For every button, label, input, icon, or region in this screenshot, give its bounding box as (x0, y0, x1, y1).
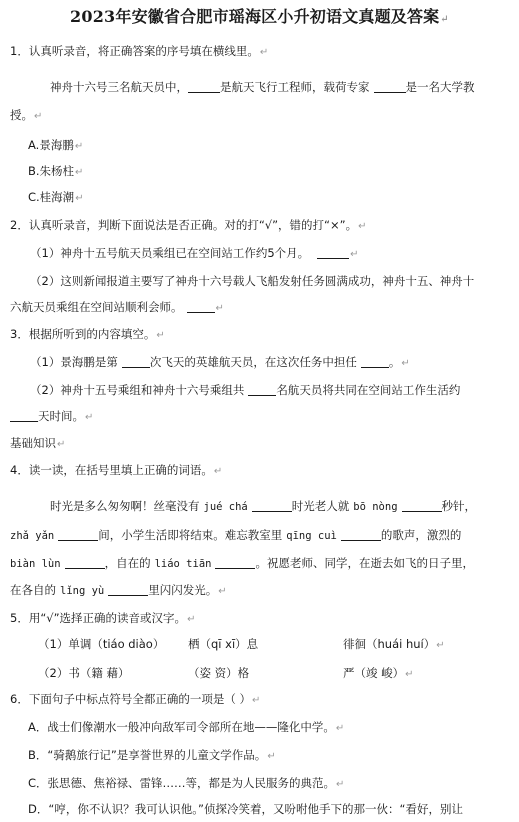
paragraph-mark: ↵ (267, 751, 276, 762)
answer-blank[interactable] (374, 80, 406, 93)
q1-option-a: A.景海鹏↵ (28, 138, 84, 152)
q2-statement-1: （1）神舟十五号航天员乘组已在空间站工作约5个月。 ↵ (30, 246, 359, 260)
q6-option-d: D．“哼，你不认识？我可认识他。”侦探冷笑着，又吩咐他手下的那一伙：“看好，别让 (28, 802, 463, 816)
page-title: 2023年安徽省合肥市瑶海区小升初语文真题及答案↵ (70, 7, 449, 26)
q5-row-1-item-3: 徘徊（huái huí）↵ (343, 637, 445, 651)
paragraph-mark: ↵ (405, 669, 414, 680)
q5-row-2-item-3: 严（竣 峻）↵ (343, 666, 414, 680)
q2-stem: 2．认真听录音，判断下面说法是否正确。对的打“√”，错的打“×”。↵ (10, 218, 367, 232)
pinyin-hint: liáo tiān (154, 558, 212, 570)
q5-row-2-item-2: （姿 资）格 (188, 666, 250, 680)
paragraph-mark: ↵ (213, 466, 223, 477)
q3-statement-2-cont: 天时间。↵ (10, 407, 511, 427)
answer-blank[interactable] (248, 383, 276, 396)
paragraph-mark: ↵ (187, 614, 196, 625)
answer-blank[interactable] (317, 246, 349, 259)
paragraph-mark: ↵ (440, 14, 449, 25)
paragraph-mark: ↵ (75, 167, 84, 178)
q1-option-c: C.桂海潮↵ (28, 190, 84, 204)
q6-option-c: C．张思德、焦裕禄、雷锋……等，都是为人民服务的典范。↵ (28, 776, 345, 790)
paragraph-mark: ↵ (218, 586, 227, 597)
q3-stem: 3．根据所听到的内容填空。↵ (10, 327, 165, 341)
q3-statement-2: （2）神舟十五号乘组和神舟十六号乘组共 名航天员将共同在空间站工作生活约 (30, 383, 461, 397)
answer-blank[interactable] (188, 80, 220, 93)
q6-option-a: A．战士们像潮水一般冲向敌军司令部所在地——隆化中学。↵ (28, 720, 345, 734)
paragraph-mark: ↵ (335, 723, 345, 734)
paragraph-mark: ↵ (156, 330, 165, 341)
q4-line-1: 时光是多么匆匆啊！丝毫没有 jué chá 时光老人就 bō nòng 秒针， (50, 499, 477, 513)
q2-statement-2: （2）这则新闻报道主要写了神舟十六号载人飞船发射任务圆满成功，神舟十五、神舟十 (30, 274, 475, 288)
paragraph-mark: ↵ (74, 141, 84, 152)
paragraph-mark: ↵ (57, 439, 66, 450)
pinyin-hint: biàn lùn (10, 558, 61, 570)
q6-option-b: B．“骑鹅旅行记”是享誉世界的儿童文学作品。↵ (28, 748, 276, 762)
paragraph-mark: ↵ (215, 303, 224, 314)
q4-line-3: biàn lùn ，自在的 liáo tiān 。祝愿老师、同学，在逝去如飞的日子里， (10, 556, 474, 570)
q5-stem: 5．用“√”选择正确的读音或汉字。↵ (10, 611, 196, 625)
answer-blank[interactable] (65, 556, 105, 569)
paragraph-mark: ↵ (401, 358, 410, 369)
answer-blank[interactable] (187, 300, 215, 313)
paragraph-mark: ↵ (34, 111, 43, 122)
answer-blank[interactable] (252, 499, 292, 512)
q1-option-b: B.朱杨柱↵ (28, 164, 84, 178)
paragraph-mark: ↵ (336, 779, 345, 790)
answer-blank[interactable] (361, 355, 389, 368)
paragraph-mark: ↵ (358, 221, 367, 232)
answer-blank[interactable] (108, 583, 148, 596)
pinyin-hint: lǐng yù (60, 585, 105, 597)
paragraph-mark: ↵ (85, 412, 94, 423)
pinyin-hint: zhǎ yǎn (10, 530, 55, 542)
answer-blank[interactable] (215, 556, 255, 569)
q4-line-2: zhǎ yǎn 间，小学生活即将结束。难忘教室里 qīng cuì 的歌声，激烈的 (10, 528, 462, 542)
paragraph-mark: ↵ (259, 47, 269, 58)
answer-blank[interactable] (10, 409, 38, 422)
answer-blank[interactable] (122, 355, 150, 368)
paragraph-mark: ↵ (436, 640, 445, 651)
q5-row-1-item-2: 栖（qī xī）息 (188, 637, 259, 651)
paragraph-mark: ↵ (350, 249, 359, 260)
q5-row-1-item-1: （1）单调（tiáo diào） (38, 637, 165, 651)
q1-text-line: 神舟十六号三名航天员中， 是航天飞行工程师，载荷专家 是一名大学教 (50, 80, 475, 94)
q3-statement-1: （1）景海鹏是第 次飞天的英雄航天员，在这次任务中担任 。↵ (30, 355, 410, 369)
q6-stem: 6．下面句子中标点符号全都正确的一项是（ ）↵ (10, 692, 261, 706)
pinyin-hint: qīng cuì (286, 530, 337, 542)
paragraph-mark: ↵ (75, 193, 84, 204)
q1-stem: 1．认真听录音，将正确答案的序号填在横线里。↵ (10, 44, 269, 58)
answer-blank[interactable] (58, 528, 98, 541)
pinyin-hint: bō nòng (353, 501, 398, 513)
q1-text-line-2: 授。↵ (10, 108, 43, 122)
answer-blank[interactable] (402, 499, 442, 512)
paragraph-mark: ↵ (251, 695, 261, 706)
q2-statement-2-cont: 六航天员乘组在空间站顺利会师。 ↵ (10, 300, 224, 314)
answer-blank[interactable] (341, 528, 381, 541)
q5-row-2-item-1: （2）书（籍 藉） (38, 666, 130, 680)
q4-line-4: 在各自的 lǐng yù 里闪闪发光。↵ (10, 583, 227, 597)
pinyin-hint: jué chá (203, 501, 248, 513)
q4-stem: 4．读一读，在括号里填上正确的词语。↵ (10, 463, 223, 477)
section-heading: 基础知识↵ (10, 436, 66, 450)
